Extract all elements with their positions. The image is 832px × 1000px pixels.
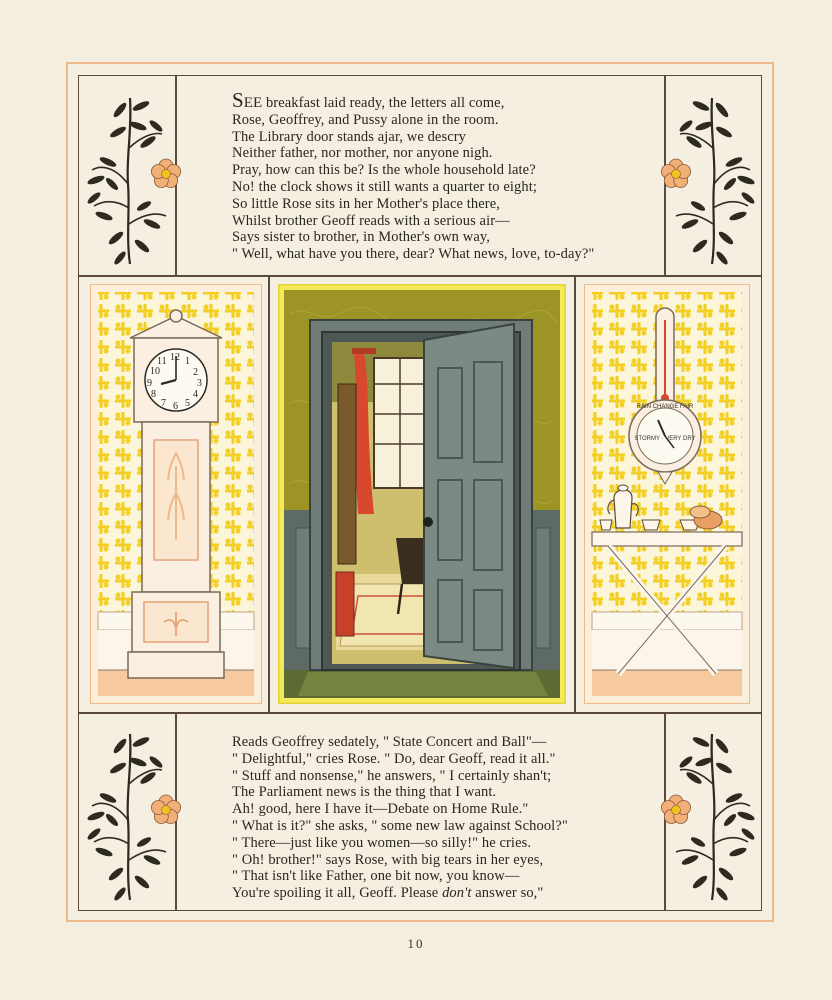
- frame-divider: [78, 712, 762, 714]
- barometer-top-label: RAIN CHANGE FAIR: [636, 404, 694, 410]
- verse-line: Reads Geoffrey sedately, " State Concert and Ball"—: [232, 734, 547, 750]
- barometer-table-illustration: [584, 284, 750, 704]
- clock-numeral: 1: [185, 356, 190, 367]
- flower-ornament-icon: [86, 88, 186, 268]
- verse-line: So little Rose sits in her Mother's place there,: [232, 195, 500, 212]
- verse-line: Rose, Geoffrey, and Pussy alone in the room.: [232, 111, 499, 128]
- clock-numeral: 9: [147, 378, 152, 389]
- frame-divider: [574, 275, 576, 712]
- flower-ornament-icon: [656, 88, 756, 268]
- drop-cap: S: [232, 88, 244, 112]
- verse-line-rest: breakfast laid ready, the letters all come,: [262, 95, 505, 111]
- clock-numeral: 2: [193, 367, 198, 378]
- frame-divider: [78, 275, 762, 277]
- verse-line: Says sister to brother, in Mother's own way,: [232, 229, 491, 246]
- verse-bottom: [232, 734, 568, 902]
- clock-numeral: 12: [170, 352, 180, 363]
- clock-numeral: 10: [150, 366, 160, 377]
- emphasized-word: don't: [442, 885, 472, 902]
- verse-top: [232, 88, 595, 263]
- library-door-illustration: [278, 284, 566, 704]
- clock-numeral: 5: [185, 398, 190, 409]
- small-caps-word: EE: [243, 95, 263, 111]
- verse-line: The Parliament news is the thing that I want.: [232, 784, 497, 801]
- verse-line: No! the clock shows it still wants a quarter to eight;: [232, 178, 538, 195]
- clock-numeral: 7: [161, 398, 166, 409]
- barometer-bottom-label: STORMY · VERY DRY: [634, 436, 696, 442]
- verse-line: " Oh! brother!" says Rose, with big tears in her eyes,: [232, 851, 544, 868]
- clock-numeral: 8: [151, 389, 156, 400]
- verse-line: " That isn't like Father, one bit now, you know—: [232, 868, 520, 885]
- verse-line: " Stuff and nonsense," he answers, " I certainly shan't;: [232, 767, 552, 784]
- verse-line: " What is it?" she asks, " some new law against School?": [232, 817, 568, 834]
- grandfather-clock-illustration: [90, 284, 262, 704]
- frame-divider: [268, 275, 270, 712]
- flower-ornament-icon: [86, 724, 186, 904]
- verse-line: Ah! good, here I have it—Debate on Home Rule.": [232, 801, 529, 818]
- verse-line: [232, 88, 594, 112]
- verse-line: The Library door stands ajar, we descry: [232, 128, 467, 145]
- verse-line: Neither father, nor mother, nor anyone nigh.: [232, 145, 493, 162]
- clock-numeral: 4: [193, 389, 198, 400]
- verse-text: answer so,": [471, 885, 544, 902]
- verse-line: " There—just like you women—so silly!" he cries.: [232, 834, 532, 851]
- verse-line: [232, 885, 568, 902]
- verse-line: " Well, what have you there, dear? What news, love, to-day?": [232, 246, 595, 263]
- flower-ornament-icon: [656, 724, 756, 904]
- verse-line: Whilst brother Geoff reads with a serious air—: [232, 212, 510, 229]
- clock-numeral: 3: [197, 378, 202, 389]
- clock-numeral: 11: [157, 356, 167, 367]
- page-number: 10: [407, 936, 425, 951]
- verse-text: You're spoiling it all, Geoff. Please: [232, 885, 443, 902]
- clock-face: [146, 350, 206, 410]
- barometer-dial-text: [630, 404, 700, 442]
- verse-line: Pray, how can this be? Is the whole household late?: [232, 162, 536, 179]
- verse-line: " Delightful," cries Rose. " Do, dear Geoff, read it all.": [232, 750, 556, 767]
- clock-numeral: 6: [173, 401, 178, 412]
